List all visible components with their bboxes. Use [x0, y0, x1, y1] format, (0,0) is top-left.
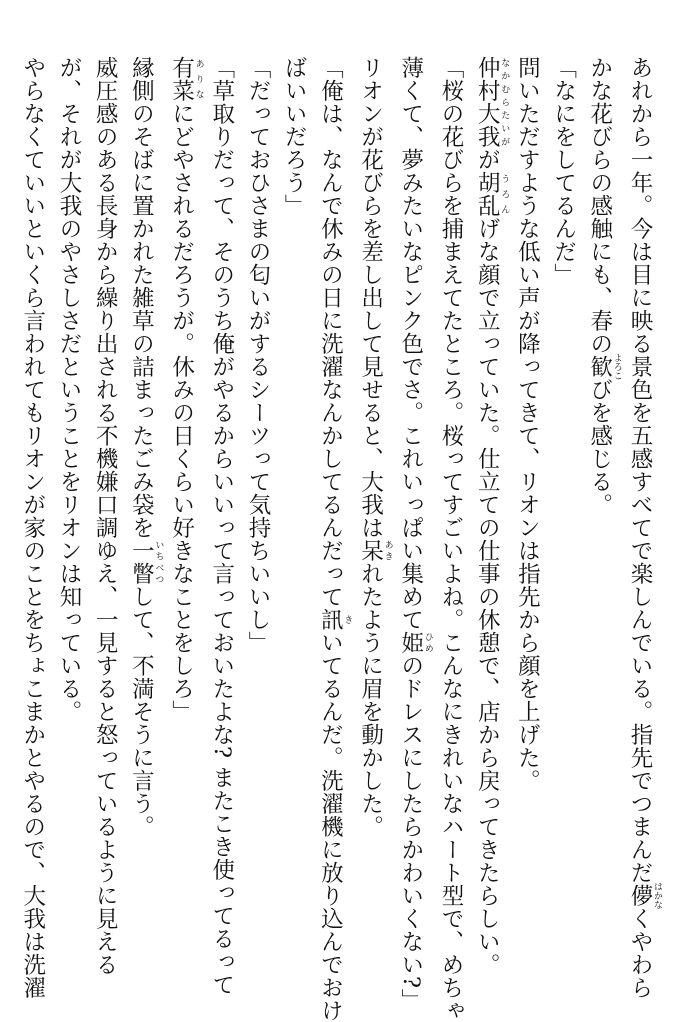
- ruby-word: [397, 631, 433, 654]
- ruby-base: 一瞥: [128, 539, 155, 585]
- text-segment: れたように眉を動かした。: [357, 562, 384, 838]
- text-line: [15, 56, 51, 999]
- text-segment: して、不満そうに言う。: [128, 585, 155, 838]
- text-segment: ばいいだろう」: [281, 56, 308, 217]
- ruby-word: [586, 353, 622, 380]
- furigana: はかな: [652, 882, 662, 909]
- text-segment: 「桜の花びらを捕まえてたところ。桜ってすごいよね。こんなにきれいなハート型で、めちゃ: [437, 56, 464, 1022]
- text-segment: 問いただすような低い声が降ってきて、リオンは指先から顔を上げた。: [514, 56, 541, 792]
- ruby-base: 有菜: [168, 56, 195, 102]
- text-line: [469, 56, 510, 976]
- text-segment: 「だっておひさまの匂いがするシーツって気持ちいいし」: [244, 56, 271, 654]
- text-line: [204, 56, 240, 997]
- text-line: [87, 56, 123, 976]
- text-line: [393, 56, 433, 1012]
- ruby-base: 歓: [586, 353, 613, 380]
- ruby-word: [168, 56, 204, 102]
- text-segment: やらなくていいといくら言われてもリオンが家のことをちょこまかとやるので、大我は洗濯: [19, 56, 46, 999]
- text-line: [312, 56, 353, 1022]
- text-segment: いてるんだ。洗濯機に放り込んでおけ: [317, 631, 344, 1022]
- text-line: [123, 56, 163, 956]
- vertical-text-body: [15, 56, 662, 1022]
- text-segment: が: [474, 148, 501, 171]
- furigana: あき: [382, 539, 393, 562]
- ruby-base: 姫: [397, 631, 424, 654]
- ruby-base: 呆: [357, 539, 384, 562]
- furigana: いちべつ: [153, 539, 164, 585]
- text-segment: くやわら: [627, 907, 653, 999]
- text-line: [582, 56, 622, 956]
- text-segment: 薄くて、夢みたいなピンク色でさ。これいっぱい集めて: [397, 56, 424, 631]
- text-segment: 縁側のそばに置かれた雑草の詰まったごみ袋を: [128, 56, 155, 539]
- furigana: よろこ: [611, 353, 622, 380]
- furigana: ひめ: [422, 631, 433, 654]
- text-line: [51, 56, 87, 956]
- text-line: [545, 56, 581, 956]
- ruby-word: [474, 56, 510, 148]
- text-line: [622, 56, 662, 999]
- text-line: [240, 56, 276, 956]
- text-line: [276, 56, 312, 956]
- furigana: うろん: [499, 171, 510, 217]
- text-segment: びを感じる。: [586, 378, 613, 516]
- ruby-word: [627, 882, 662, 909]
- text-segment: にどやされるだろうが。休みの日くらい好きなことをしろ」: [168, 102, 195, 723]
- text-segment: のドレスにしたらかわいくない?」: [397, 654, 424, 1012]
- ruby-word: [474, 171, 510, 217]
- ruby-base: 胡乱: [474, 171, 501, 217]
- ruby-base: 仲村大我: [474, 56, 501, 148]
- text-segment: 「草取りだって、そのうち俺がやるからいいって言っておいたよな? またこき使ってるって: [208, 56, 235, 997]
- ruby-word: [357, 539, 393, 562]
- furigana: なかむらたいが: [499, 56, 510, 148]
- text-segment: が、それが大我のやさしさだということをリオンは知っている。: [55, 56, 82, 723]
- furigana: ありな: [193, 56, 204, 102]
- ruby-base: 訊: [317, 608, 344, 631]
- text-line: [352, 56, 392, 956]
- ruby-base: 儚: [627, 882, 653, 909]
- ruby-word: [317, 608, 353, 631]
- text-segment: 威圧感のある長身から繰り出される不機嫌口調ゆえ、一見すると怒っているように見える: [92, 56, 119, 976]
- furigana: き: [342, 608, 353, 631]
- text-segment: げな顔で立っていた。仕立ての仕事の休憩で、店から戻ってきたらしい。: [474, 217, 501, 976]
- text-segment: あれから一年。今は目に映る景色を五感すべてで楽しんでいる。指先でつまんだ: [627, 56, 653, 884]
- text-segment: リオンが花びらを差し出して見せると、大我は: [357, 56, 384, 539]
- text-line: [509, 56, 545, 956]
- text-segment: 「なにをしてるんだ」: [550, 56, 577, 286]
- text-line: [163, 56, 203, 956]
- text-segment: 「俺は、なんで休みの日に洗濯なんかしてるんだって: [317, 56, 344, 608]
- text-segment: かな花びらの感触にも、春の: [586, 56, 613, 355]
- text-line: [433, 56, 469, 1022]
- ruby-word: [128, 539, 164, 585]
